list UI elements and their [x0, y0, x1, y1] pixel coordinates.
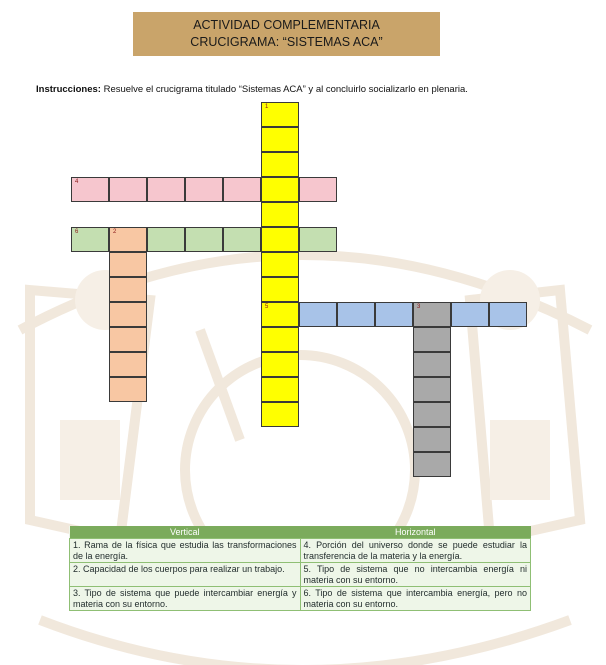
crossword-cell[interactable] [261, 252, 299, 277]
crossword-cell[interactable] [413, 327, 451, 352]
crossword-cell[interactable] [185, 227, 223, 252]
instructions-label: Instrucciones: [36, 84, 101, 95]
crossword-cell[interactable] [185, 177, 223, 202]
crossword-cell[interactable] [489, 302, 527, 327]
clue-vertical-2: 2. Capacidad de los cuerpos para realizar un trabajo. [70, 563, 301, 587]
crossword-cell[interactable] [261, 127, 299, 152]
clue-horizontal-4: 4. Porción del universo donde se puede estudiar la transferencia de la materia y la energía. [300, 539, 531, 563]
crossword-cell[interactable] [413, 377, 451, 402]
clue-row [70, 587, 531, 611]
crossword-cell[interactable] [261, 352, 299, 377]
crossword-cell[interactable] [109, 277, 147, 302]
crossword-cell[interactable] [413, 302, 451, 327]
clue-horizontal-5: 5. Tipo de sistema que no intercambia energía ni materia con su entorno. [300, 563, 531, 587]
crossword-cell[interactable] [109, 252, 147, 277]
clue-vertical-1: 1. Rama de la física que estudia las transformaciones de la energía. [70, 539, 301, 563]
crossword-cell[interactable] [71, 227, 109, 252]
clue-row [70, 539, 531, 563]
clue-number: 5 [265, 304, 269, 310]
crossword-cell[interactable] [261, 402, 299, 427]
crossword-cell[interactable] [413, 352, 451, 377]
crossword-cell[interactable] [223, 227, 261, 252]
crossword-cell[interactable] [413, 402, 451, 427]
crossword-cell[interactable] [109, 227, 147, 252]
crossword-cell[interactable] [147, 227, 185, 252]
crossword-cell[interactable] [109, 177, 147, 202]
crossword-cell[interactable] [413, 427, 451, 452]
crossword-cell[interactable] [71, 177, 109, 202]
crossword-cell[interactable] [261, 302, 299, 327]
clues-table [69, 526, 531, 611]
clue-number: 6 [75, 229, 79, 235]
crossword-cell[interactable] [261, 227, 299, 252]
clue-number: 4 [75, 179, 79, 185]
clue-number: 1 [265, 104, 269, 110]
crossword-cell[interactable] [223, 177, 261, 202]
horizontal-header: Horizontal [300, 526, 531, 539]
crossword-cell[interactable] [299, 302, 337, 327]
crossword-cell[interactable] [375, 302, 413, 327]
instructions-text: Resuelve el crucigrama titulado “Sistemas ACA” y al concluirlo socializarlo en plenaria. [103, 84, 468, 95]
crossword-cell[interactable] [413, 452, 451, 477]
crossword-cell[interactable] [261, 377, 299, 402]
clue-number: 2 [113, 229, 117, 235]
clue-number: 3 [417, 304, 421, 310]
crossword-cell[interactable] [451, 302, 489, 327]
crossword-cell[interactable] [261, 277, 299, 302]
crossword-cell[interactable] [109, 377, 147, 402]
crossword-cell[interactable] [261, 202, 299, 227]
crossword-cell[interactable] [109, 352, 147, 377]
crossword-cell[interactable] [299, 227, 337, 252]
clue-horizontal-6: 6. Tipo de sistema que intercambia energía, pero no materia con su entorno. [300, 587, 531, 611]
title-line-1: ACTIVIDAD COMPLEMENTARIA [193, 18, 380, 32]
crossword-cell[interactable] [261, 177, 299, 202]
crossword-cell[interactable] [261, 152, 299, 177]
clue-vertical-3: 3. Tipo de sistema que puede intercambiar energía y materia con su entorno. [70, 587, 301, 611]
crossword-cell[interactable] [299, 177, 337, 202]
crossword-cell[interactable] [109, 302, 147, 327]
crossword-cell[interactable] [109, 327, 147, 352]
crossword-cell[interactable] [261, 102, 299, 127]
clue-row [70, 563, 531, 587]
crossword-cell[interactable] [261, 327, 299, 352]
vertical-header: Vertical [70, 526, 301, 539]
crossword-cell[interactable] [147, 177, 185, 202]
title-line-2: CRUCIGRAMA: “SISTEMAS ACA” [190, 35, 383, 49]
crossword-cell[interactable] [337, 302, 375, 327]
